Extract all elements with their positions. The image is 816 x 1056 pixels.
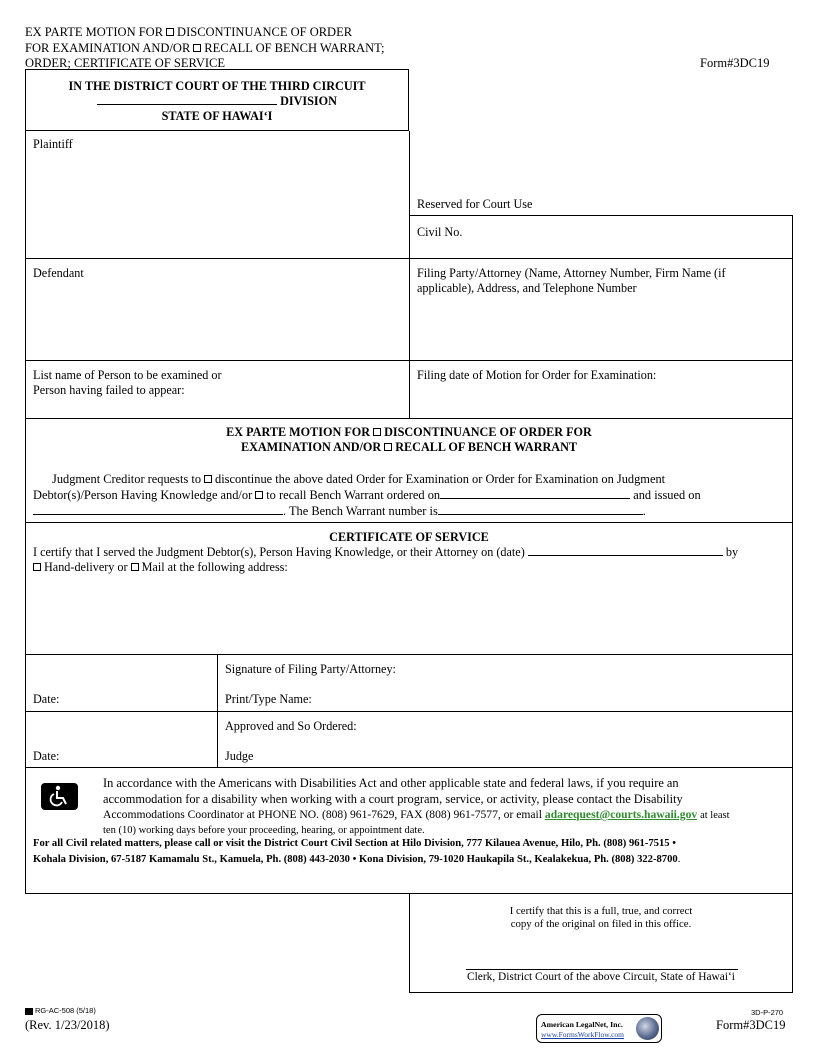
rg-code: RG-AC-508 (5/18) [25,1006,96,1015]
recall-checkbox[interactable] [255,491,263,499]
court-line1: IN THE DISTRICT COURT OF THE THIRD CIRCUIT [68,79,366,93]
court-line2: DIVISION [280,94,337,108]
title-line1-b: DISCONTINUANCE OF ORDER [177,25,353,39]
title-line3: ORDER; CERTIFICATE OF SERVICE [25,56,225,70]
bench-warrant-date-field[interactable] [440,488,630,499]
mail-checkbox[interactable] [131,563,139,571]
date-label-2: Date: [33,749,60,763]
certificate-heading: CERTIFICATE OF SERVICE [329,530,489,544]
service-date-field[interactable] [528,545,723,556]
form-number-bottom: Form#3DC19 [716,1018,786,1032]
civil-no-label: Civil No. [417,225,463,239]
globe-icon [636,1017,659,1040]
discontinue-checkbox[interactable] [204,475,212,483]
motion-heading: EX PARTE MOTION FOR DISCONTINUANCE OF ORDER FOR EXAMINATION AND/OR RECALL OF BENCH WARRANT [226,425,592,454]
defendant-label: Defendant [33,266,84,280]
bench-warrant-number-field[interactable] [438,504,643,515]
civil-notice: For all Civil related matters, please call or visit the District Court Civil Section at Hilo Division, 777 Kilauea Avenue, Hilo, Ph. (808) 961-7515 • Kohala Division, 67-5187 Kamamalu St., Kamuela, Ph. (808) 443-2030 • Kona Division, 79-1020 Haukapila St., Kealakekua, Ph. (808) 322-8700. [33,838,681,865]
court-box [25,69,409,131]
recall-checkbox-title[interactable] [193,44,201,52]
discontinuance-checkbox-heading[interactable] [373,428,381,436]
title-line2-b: RECALL OF BENCH WARRANT; [204,40,385,55]
code-3dp: 3D-P-270 [751,1008,784,1017]
date-label-1: Date: [33,692,60,706]
signature-filing-label: Signature of Filing Party/Attorney: [225,662,396,676]
discontinuance-checkbox-title[interactable] [166,28,174,36]
clerk-certification: I certify that this is a full, true, and correct copy of the original on filed in this office. [509,905,693,930]
title-line2-a: FOR EXAMINATION AND/OR [25,40,191,55]
motion-body: Judgment Creditor requests to discontinue the above dated Order for Examination or Order for Examination on Judgment Debtor(s)/Person Having Knowledge and/or to recall Bench Warrant ordered on and issued on . The Bench Warrant number is . [33,472,701,518]
hand-delivery-checkbox[interactable] [33,563,41,571]
division-field[interactable] [97,94,277,105]
filing-date-label: Filing date of Motion for Order for Examination: [417,368,657,382]
title-line1-a: EX PARTE MOTION FOR [25,25,164,39]
print-name-label: Print/Type Name: [225,692,312,706]
legalnet-logo[interactable]: American LegalNet, Inc. www.FormsWorkFlow.com [536,1014,662,1043]
plaintiff-label: Plaintiff [33,137,73,151]
form-title [25,25,385,72]
certificate-body: I certify that I served the Judgment Debtor(s), Person Having Knowledge, or their Attorney on (date) by Hand-delivery or Mail at the following address: [33,545,739,574]
approved-label: Approved and So Ordered: [225,719,357,733]
court-line3: STATE OF HAWAI‘I [161,109,273,123]
ada-notice: In accordance with the Americans with Disabilities Act and other applicable state and federal laws, if you require an accommodation for a disability when working with a court program, service, or activity, please contact the Disability Accommodations Coordinator at PHONE NO. (808) 961-7629, FAX (808) 961-7577, or email adarequest@courts.hawaii.gov at least ten (10) working days before your proceeding, hearing, or appointment date. [103,776,730,836]
issued-on-field[interactable] [33,504,283,515]
reserved-label: Reserved for Court Use [417,197,533,211]
person-examined-label: List name of Person to be examined or Person having failed to appear: [33,368,222,397]
recall-checkbox-heading[interactable] [384,443,392,451]
filing-party-label: Filing Party/Attorney (Name, Attorney Number, Firm Name (if applicable), Address, and Telephone Number [417,266,726,295]
workflow-link[interactable]: www.FormsWorkFlow.com [541,1030,625,1039]
small-wheelchair-icon [25,1008,33,1015]
clerk-signature-line [466,969,738,970]
ada-email-link[interactable]: adarequest@courts.hawaii.gov [544,808,698,821]
clerk-label: Clerk, District Court of the above Circuit, State of Hawai‘i [467,971,735,983]
form-number-top: Form#3DC19 [700,56,770,70]
judge-label: Judge [225,749,254,763]
revision-date: (Rev. 1/23/2018) [25,1018,110,1032]
wheelchair-icon [41,783,78,810]
